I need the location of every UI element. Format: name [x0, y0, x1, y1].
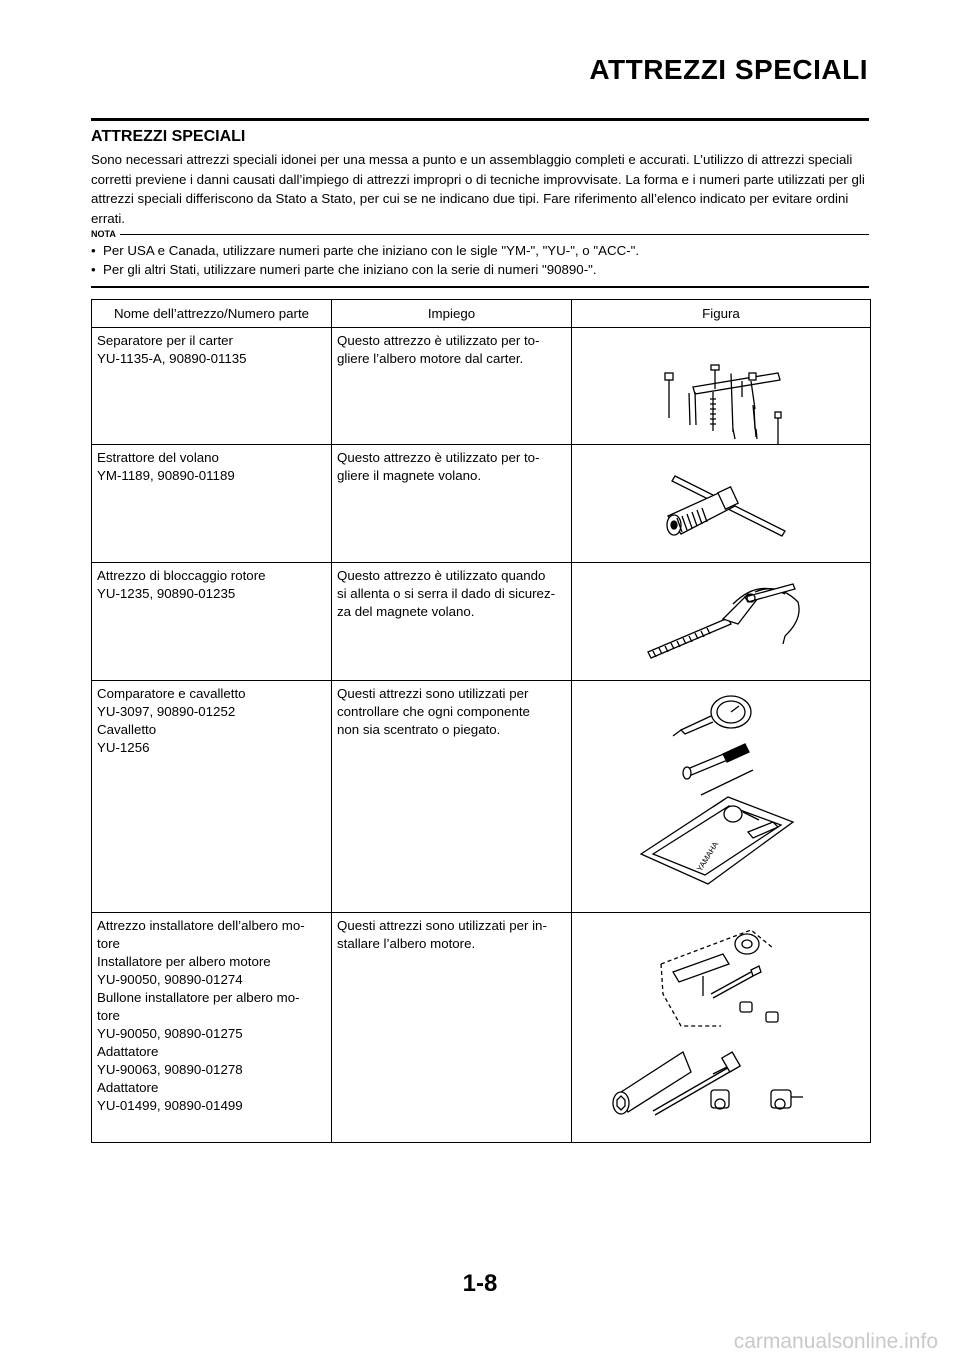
tool-figure-cell: [572, 681, 871, 913]
tool-use: Questo attrezzo è utilizzato per to- gliere l’albero motore dal carter.: [337, 333, 540, 366]
table-row: [92, 445, 871, 563]
note-label: NOTA: [91, 229, 116, 239]
tool-figure-cell: [572, 328, 871, 445]
rotor-holding-tool-illustration: [573, 564, 870, 680]
section-title: ATTREZZI SPECIALI: [91, 128, 246, 145]
crankshaft-installer-set-illustration: [573, 914, 870, 1142]
tool-name-cell: [92, 913, 332, 1143]
special-tools-table: [91, 299, 871, 1143]
table-row: [92, 328, 871, 445]
note-list: [91, 241, 869, 279]
tool-name-cell: [92, 328, 332, 445]
tool-figure-cell: [572, 913, 871, 1143]
tool-name-cell: [92, 445, 332, 563]
column-header-name: Nome dell’attrezzo/Numero parte: [92, 300, 332, 328]
table-row: [92, 563, 871, 681]
column-header-figure: Figura: [572, 300, 871, 328]
watermark: carmanualsonline.info: [733, 1330, 938, 1353]
tool-use: Questi attrezzi sono utilizzati per in- stallare l’albero motore.: [337, 918, 547, 951]
tool-use-cell: [332, 328, 572, 445]
table-row: [92, 681, 871, 913]
tool-figure-cell: [572, 445, 871, 563]
table-header-row: [92, 300, 871, 328]
tool-name-cell: [92, 563, 332, 681]
tool-name-cell: [92, 681, 332, 913]
table-row: [92, 913, 871, 1143]
tool-name: Separatore per il carter YU-1135-A, 90890-01135: [97, 333, 247, 366]
note-item: • Per USA e Canada, utilizzare numeri parte che iniziano con le sigle "YM-", "YU-", o "ACC-".: [91, 241, 869, 260]
note-rule: [120, 234, 869, 235]
tool-name: Comparatore e cavalletto YU-3097, 90890-01252 Cavalletto YU-1256: [97, 686, 246, 755]
page-number: 1-8: [462, 1270, 498, 1297]
column-header-use: Impiego: [332, 300, 572, 328]
tool-name: Attrezzo installatore dell’albero mo- tore Installatore per albero motore YU-90050, 90890-01274 Bullone installatore per albero mo- tore YU-90050, 90890-01275 Adattatore YU-90063, 90890-01278 Adattatore YU-01499, 90890-01499: [97, 918, 305, 1113]
tool-use-cell: [332, 681, 572, 913]
tool-name: Estrattore del volano YM-1189, 90890-01189: [97, 450, 235, 483]
tool-use: Questo attrezzo è utilizzato per to- gliere il magnete volano.: [337, 450, 540, 483]
case-logo-text: YAMAHA: [694, 839, 720, 873]
note-box: [91, 229, 869, 288]
tool-figure-cell: [572, 563, 871, 681]
note-item: • Per gli altri Stati, utilizzare numeri parte che iniziano con la serie di numeri "90890-".: [91, 260, 869, 279]
dial-gauge-and-stand-illustration: [573, 682, 870, 912]
note-bottom-rule: [91, 286, 869, 288]
tool-use-cell: [332, 913, 572, 1143]
flywheel-puller-illustration: [573, 446, 870, 562]
tool-use: Questi attrezzi sono utilizzati per controllare che ogni componente non sia scentrato o piegato.: [337, 686, 530, 737]
tool-name: Attrezzo di bloccaggio rotore YU-1235, 90890-01235: [97, 568, 266, 601]
crankcase-separator-illustration: [573, 329, 870, 444]
tool-use: Questo attrezzo è utilizzato quando si allenta o si serra il dado di sicurez- za del magnete volano.: [337, 568, 556, 619]
tool-use-cell: [332, 445, 572, 563]
tool-use-cell: [332, 563, 572, 681]
header-rule: [91, 118, 869, 121]
intro-paragraph: Sono necessari attrezzi speciali idonei per una messa a punto e un assemblaggio completi e accurati. L’utilizzo di attrezzi speciali corretti previene i danni causati dall’impiego di attrezzi impropri o di tecniche improvvisate. La forma e i numeri parte utilizzati per gli attrezzi speciali differiscono da Stato a Stato, per cui se ne indicano due tipi. Fare riferimento all’elenco indicato per evitare ordini errati.: [91, 152, 865, 226]
page-header-title: ATTREZZI SPECIALI: [589, 54, 868, 85]
